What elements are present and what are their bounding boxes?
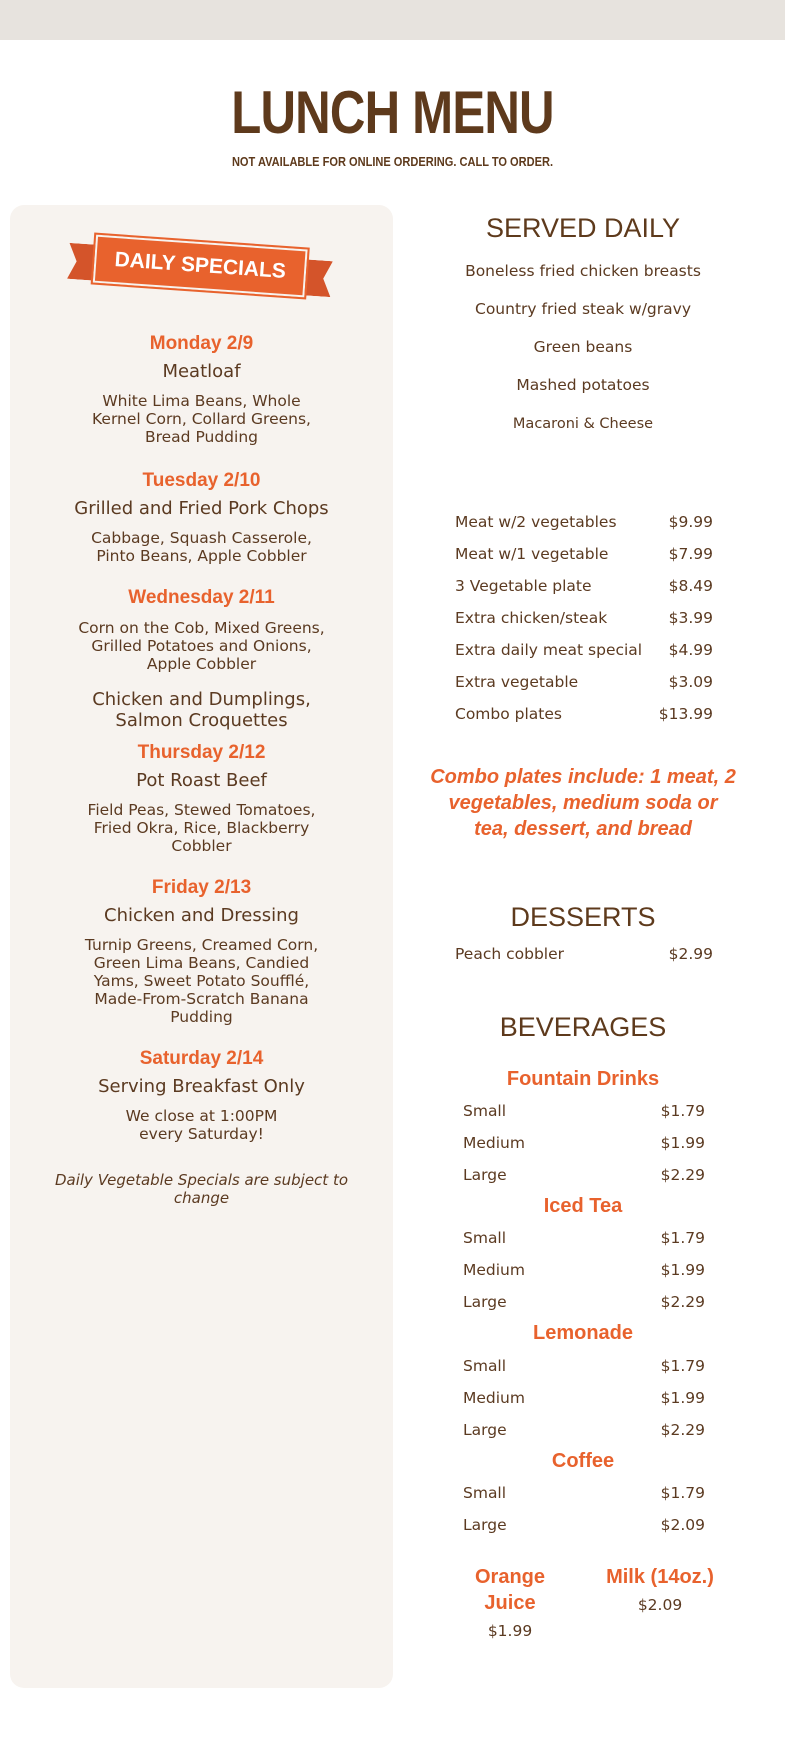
dessert-row — [455, 945, 713, 963]
served-daily-title: SERVED DAILY — [485, 213, 681, 243]
day-heading: Tuesday 2/10 — [142, 470, 261, 491]
beverage-size: Small — [463, 1357, 507, 1375]
served-daily-item: Country fried steak w/gravy — [475, 300, 691, 318]
day-heading: Thursday 2/12 — [137, 742, 266, 763]
beverage-price: $1.79 — [660, 1102, 705, 1120]
day-sides: Field Peas, Stewed Tomatoes, Fried Okra, Rice, Blackberry Cobbler — [87, 801, 316, 855]
beverage-row — [463, 1166, 705, 1184]
beverage-price: $1.79 — [660, 1357, 705, 1375]
milk-price: $2.09 — [637, 1596, 683, 1614]
price-row — [455, 513, 713, 531]
beverage-size: Large — [463, 1421, 507, 1439]
price-item-name: Meat w/2 vegetables — [455, 513, 617, 531]
served-daily-item: Macaroni & Cheese — [512, 416, 654, 432]
beverages-title: BEVERAGES — [499, 1012, 667, 1042]
beverage-size: Medium — [463, 1261, 525, 1279]
day-sides: We close at 1:00PM every Saturday! — [125, 1107, 278, 1143]
served-daily-item: Mashed potatoes — [516, 376, 650, 394]
price-item-price: $8.49 — [668, 577, 713, 595]
beverage-size: Medium — [463, 1134, 525, 1152]
beverage-price: $1.99 — [660, 1389, 705, 1407]
beverage-row — [463, 1389, 705, 1407]
price-row — [455, 705, 713, 723]
price-item-name: Extra chicken/steak — [455, 609, 608, 627]
day-main-dish: Chicken and Dumplings, Salmon Croquettes — [92, 689, 311, 731]
day-main-dish: Meatloaf — [162, 361, 241, 382]
price-row — [455, 641, 713, 659]
beverage-size: Small — [463, 1484, 507, 1502]
beverage-row — [463, 1357, 705, 1375]
orange-juice-item — [455, 1564, 565, 1640]
beverage-row — [463, 1516, 705, 1534]
day-main-dish: Serving Breakfast Only — [98, 1076, 305, 1097]
beverage-size: Small — [463, 1102, 507, 1120]
special-tuesday — [10, 470, 393, 565]
price-item-price: $13.99 — [658, 705, 713, 723]
price-item-price: $3.99 — [668, 609, 713, 627]
day-sides: Corn on the Cob, Mixed Greens, Grilled Potatoes and Onions, Apple Cobbler — [78, 619, 325, 673]
beverage-row — [463, 1102, 705, 1120]
price-item-name: Combo plates — [455, 705, 562, 723]
served-daily-item: Boneless fried chicken breasts — [465, 262, 701, 280]
price-row — [455, 673, 713, 691]
menu-header — [0, 78, 785, 169]
beverage-price: $1.79 — [660, 1484, 705, 1502]
beverage-price: $2.29 — [660, 1421, 705, 1439]
beverage-row — [463, 1421, 705, 1439]
beverage-row — [463, 1134, 705, 1152]
day-sides: White Lima Beans, Whole Kernel Corn, Collard Greens, Bread Pudding — [92, 392, 311, 446]
beverage-price: $2.29 — [660, 1166, 705, 1184]
price-item-name: Extra vegetable — [455, 673, 579, 691]
special-friday — [10, 877, 393, 1026]
beverage-group-heading: Iced Tea — [543, 1195, 623, 1217]
beverage-size: Large — [463, 1166, 507, 1184]
beverage-group-heading: Fountain Drinks — [506, 1068, 660, 1090]
day-main-dish: Grilled and Fried Pork Chops — [74, 498, 329, 519]
beverage-price: $1.79 — [660, 1229, 705, 1247]
day-heading: Monday 2/9 — [149, 333, 254, 354]
beverage-row — [463, 1484, 705, 1502]
price-row — [455, 609, 713, 627]
combo-note: Combo plates include: 1 meat, 2 vegetables, medium soda or tea, dessert, and bread — [430, 766, 736, 840]
menu-subtitle: NOT AVAILABLE FOR ONLINE ORDERING. CALL TO ORDER. — [231, 154, 554, 169]
banner-label: DAILY SPECIALS — [113, 248, 287, 283]
price-row — [455, 545, 713, 563]
desserts-title: DESSERTS — [510, 902, 656, 932]
day-sides: Cabbage, Squash Casserole, Pinto Beans, Apple Cobbler — [91, 529, 312, 565]
beverage-group-heading: Coffee — [551, 1450, 615, 1472]
beverage-price: $1.99 — [660, 1134, 705, 1152]
price-item-name: Extra daily meat special — [455, 641, 643, 659]
beverage-size: Small — [463, 1229, 507, 1247]
day-main-dish: Pot Roast Beef — [136, 770, 267, 791]
day-heading: Saturday 2/14 — [139, 1048, 264, 1069]
special-wednesday — [10, 587, 393, 731]
beverage-size: Large — [463, 1293, 507, 1311]
price-item-name: Meat w/1 vegetable — [455, 545, 609, 563]
beverage-size: Large — [463, 1516, 507, 1534]
day-main-dish: Chicken and Dressing — [104, 905, 299, 926]
beverage-row — [463, 1229, 705, 1247]
day-heading: Friday 2/13 — [151, 877, 252, 898]
beverage-price: $2.09 — [660, 1516, 705, 1534]
specials-note — [10, 1171, 393, 1207]
served-daily-item: Green beans — [533, 338, 633, 356]
price-item-price: $7.99 — [668, 545, 713, 563]
special-thursday — [10, 742, 393, 855]
menu-title: LUNCH MENU — [231, 79, 554, 146]
orange-juice-price: $1.99 — [487, 1622, 533, 1640]
banner-body — [93, 235, 308, 298]
specials-note-text: Daily Vegetable Specials are subject to change — [54, 1171, 349, 1207]
dessert-name: Peach cobbler — [455, 945, 564, 963]
special-saturday — [10, 1048, 393, 1143]
beverage-price: $1.99 — [660, 1261, 705, 1279]
price-row — [455, 577, 713, 595]
top-bar — [0, 0, 785, 40]
price-item-price: $9.99 — [668, 513, 713, 531]
orange-juice-name: Orange Juice — [474, 1566, 546, 1614]
special-monday — [10, 333, 393, 446]
beverage-price: $2.29 — [660, 1293, 705, 1311]
price-item-price: $3.09 — [668, 673, 713, 691]
price-item-price: $4.99 — [668, 641, 713, 659]
dessert-price: $2.99 — [668, 945, 713, 963]
beverage-group-heading: Lemonade — [532, 1322, 634, 1344]
milk-name: Milk (14oz.) — [606, 1566, 714, 1588]
day-heading: Wednesday 2/11 — [128, 587, 275, 608]
beverage-size: Medium — [463, 1389, 525, 1407]
milk-item — [595, 1564, 725, 1614]
beverage-row — [463, 1261, 705, 1279]
day-sides: Turnip Greens, Creamed Corn, Green Lima Beans, Candied Yams, Sweet Potato Soufflé, Made-From-Scratch Banana Pudding — [84, 936, 319, 1026]
beverage-row — [463, 1293, 705, 1311]
price-item-name: 3 Vegetable plate — [455, 577, 592, 595]
